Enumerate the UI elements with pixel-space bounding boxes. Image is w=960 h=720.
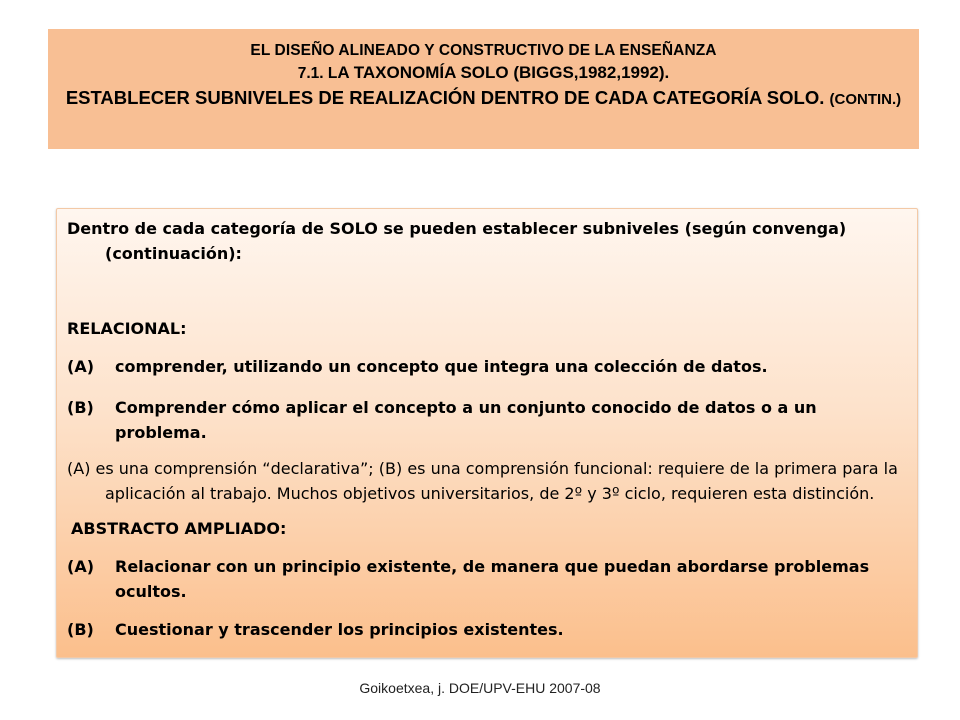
title-line-3-suffix: (CONTIN.) <box>829 91 902 108</box>
item-text: Relacionar con un principio existente, de manera que puedan abordarse problemas ocultos. <box>115 557 870 601</box>
content-panel <box>56 208 918 658</box>
relacional-heading: RELACIONAL: <box>67 319 187 338</box>
item-label: (B) <box>67 398 94 417</box>
abstracto-item-a <box>67 554 907 604</box>
title-line-3 <box>48 85 919 112</box>
item-text: Cuestionar y trascender los principios existentes. <box>115 620 564 639</box>
footer-credit: Goikoetxea, j. DOE/UPV-EHU 2007-08 <box>359 680 601 696</box>
explanation-text: (A) es una comprensión “declarativa”; (B) es una comprensión funcional: requiere de la primera para la aplicación al trabajo. Muchos objetivos universitarios, de 2º y 3º ciclo, requieren esta distinción. <box>67 459 898 503</box>
title-line-2-rest: A TAXONOMÍA SOLO (BIGGS,1982,1992). <box>337 63 670 82</box>
item-text: Comprender cómo aplicar el concepto a un conjunto conocido de datos o a un problema. <box>115 398 817 442</box>
item-label: (A) <box>67 557 95 576</box>
abstracto-item-b <box>67 617 907 642</box>
title-line-2 <box>48 63 919 84</box>
item-label: (A) <box>67 357 95 376</box>
intro-text: Dentro de cada categoría de SOLO se pueden establecer subniveles (según convenga) (continuación): <box>67 219 847 263</box>
title-banner <box>48 29 919 149</box>
relacional-item-a <box>67 354 907 379</box>
relacional-item-b <box>67 395 907 445</box>
item-label: (B) <box>67 620 94 639</box>
item-text: comprender, utilizando un concepto que integra una colección de datos. <box>115 357 768 376</box>
spacer <box>67 266 907 316</box>
title-line-2-prefix: 7.1. L <box>297 65 338 82</box>
abstracto-heading: ABSTRACTO AMPLIADO: <box>71 519 287 538</box>
title-line-1: EL DISEÑO ALINEADO Y CONSTRUCTIVO DE LA ENSEÑANZA <box>250 42 717 59</box>
title-line-3-main: ESTABLECER SUBNIVELES DE REALIZACIÓN DENTRO DE CADA CATEGORÍA SOLO. <box>65 87 825 108</box>
